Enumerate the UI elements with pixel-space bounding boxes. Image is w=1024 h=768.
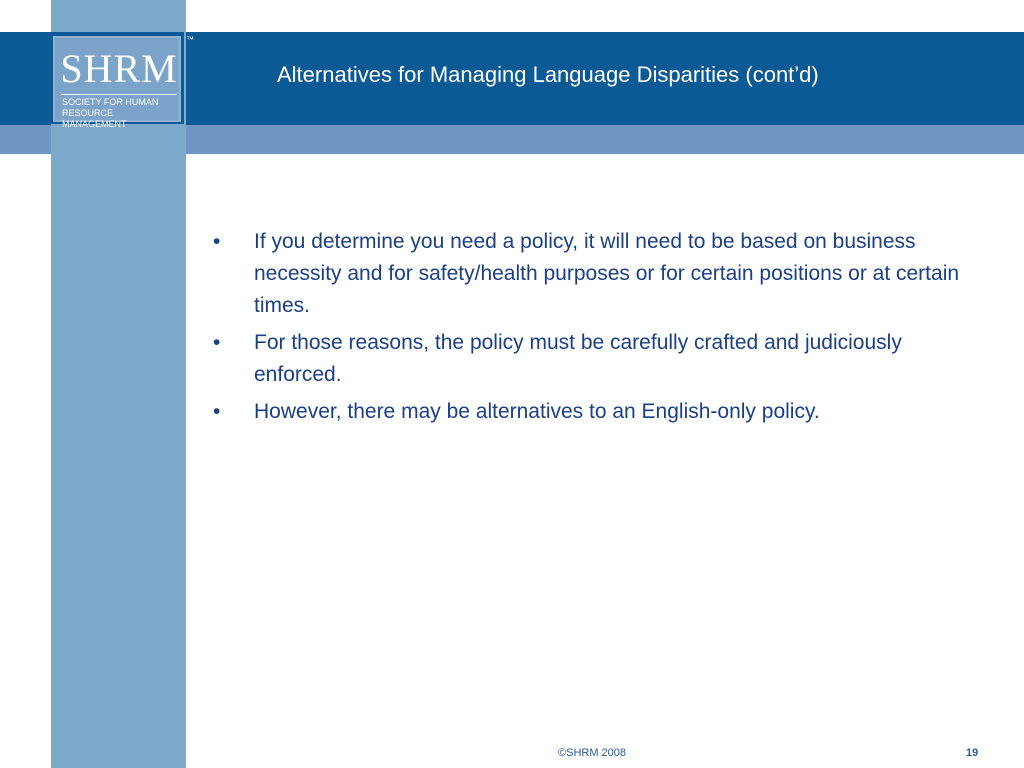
bullet-marker: • <box>213 230 221 253</box>
bullet-marker: • <box>213 331 221 354</box>
logo-frame <box>53 36 181 129</box>
logo-subtitle: SOCIETY FOR HUMAN RESOURCE MANAGEMENT <box>62 97 159 129</box>
shrm-logo <box>50 32 194 129</box>
slide-title: Alternatives for Managing Language Disparities (cont’d) <box>277 62 819 87</box>
footer-copyright: ©SHRM 2008 <box>558 747 627 759</box>
bullet-item <box>213 226 983 322</box>
bullet-text: If you determine you need a policy, it will need to be based on business necessity and for safety/health purposes or for certain positions or at certain times. <box>254 230 960 317</box>
bullet-text: For those reasons, the policy must be carefully crafted and judiciously enforced. <box>254 331 902 386</box>
trademark-mark: ™ <box>186 35 194 44</box>
bullet-list <box>213 226 983 433</box>
page-number: 19 <box>966 747 979 759</box>
logo-letters: SHRM <box>61 42 177 95</box>
bullet-item <box>213 396 983 428</box>
bullet-marker: • <box>213 400 221 423</box>
bullet-text: However, there may be alternatives to an English-only policy. <box>254 400 820 423</box>
bullet-item <box>213 327 983 391</box>
